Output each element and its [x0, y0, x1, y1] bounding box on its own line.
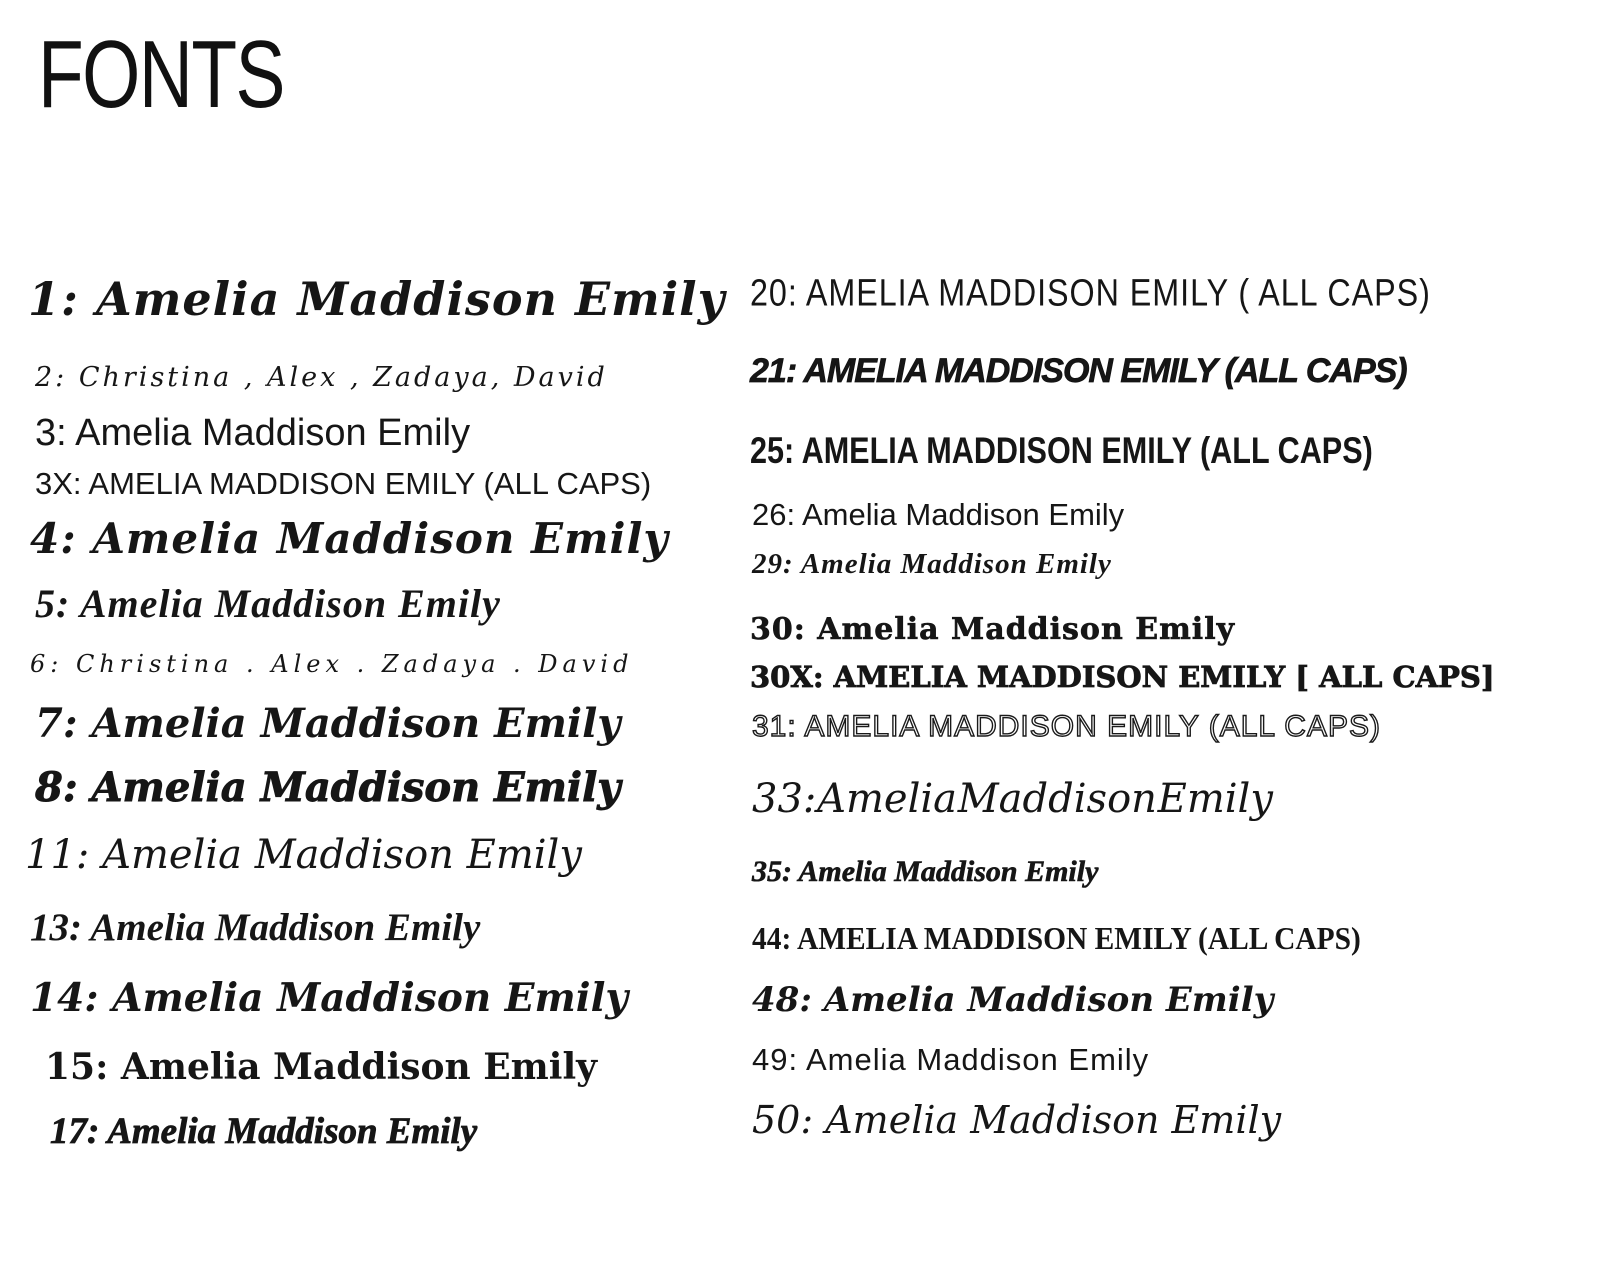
- font-sample-25: 25: AMELIA MADDISON EMILY (ALL CAPS): [750, 430, 1373, 472]
- font-sample-6: 6: Christina . Alex . Zadaya . David: [30, 650, 634, 678]
- font-sample-14: 14: Amelia Maddison Emily: [30, 975, 629, 1021]
- font-sample-3: 3: Amelia Maddison Emily: [35, 412, 471, 454]
- font-sample-8: 8: Amelia Maddison Emily: [35, 764, 621, 811]
- font-sample-49: 49: Amelia Maddison Emily: [752, 1042, 1150, 1077]
- font-sample-29: 29: Amelia Maddison Emily: [752, 548, 1112, 580]
- font-sample-7: 7: Amelia Maddison Emily: [35, 700, 621, 747]
- font-sample-33: 33: Amelia Maddison Emily: [752, 776, 1273, 822]
- font-sample-20: 20: AMELIA MADDISON EMILY ( ALL CAPS): [750, 272, 1431, 315]
- font-sample-30x: 30X: AMELIA MADDISON EMILY [ ALL CAPS]: [750, 660, 1495, 694]
- font-sample-30: 30: Amelia Maddison Emily: [750, 612, 1236, 647]
- font-sample-21: 21: AMELIA MADDISON EMILY (ALL CAPS): [750, 352, 1407, 390]
- font-sample-31: 31: AMELIA MADDISON EMILY (ALL CAPS): [752, 710, 1381, 743]
- page-title: FONTS: [38, 21, 284, 128]
- font-sample-11: 11: Amelia Maddison Emily: [25, 832, 582, 878]
- font-sample-26: 26: Amelia Maddison Emily: [752, 497, 1125, 532]
- font-sample-17: 17: Amelia Maddison Emily: [50, 1111, 478, 1152]
- font-sample-3x: 3X: AMELIA MADDISON EMILY (ALL CAPS): [35, 466, 652, 501]
- font-sample-48: 48: Amelia Maddison Emily: [752, 980, 1274, 1020]
- font-sample-2: 2: Christina , Alex , Zadaya, David: [35, 362, 608, 393]
- font-sample-35: 35: Amelia Maddison Emily: [752, 855, 1099, 888]
- font-sample-13: 13: Amelia Maddison Emily: [30, 906, 481, 949]
- font-sample-4: 4: Amelia Maddison Emily: [30, 514, 669, 563]
- font-sample-1: 1: Amelia Maddison Emily: [28, 272, 726, 326]
- font-sample-50: 50: Amelia Maddison Emily: [752, 1098, 1282, 1142]
- font-sample-44: 44: AMELIA MADDISON EMILY (ALL CAPS): [752, 920, 1361, 956]
- font-sample-15: 15: Amelia Maddison Emily: [45, 1046, 598, 1088]
- font-sample-5: 5: Amelia Maddison Emily: [35, 581, 501, 626]
